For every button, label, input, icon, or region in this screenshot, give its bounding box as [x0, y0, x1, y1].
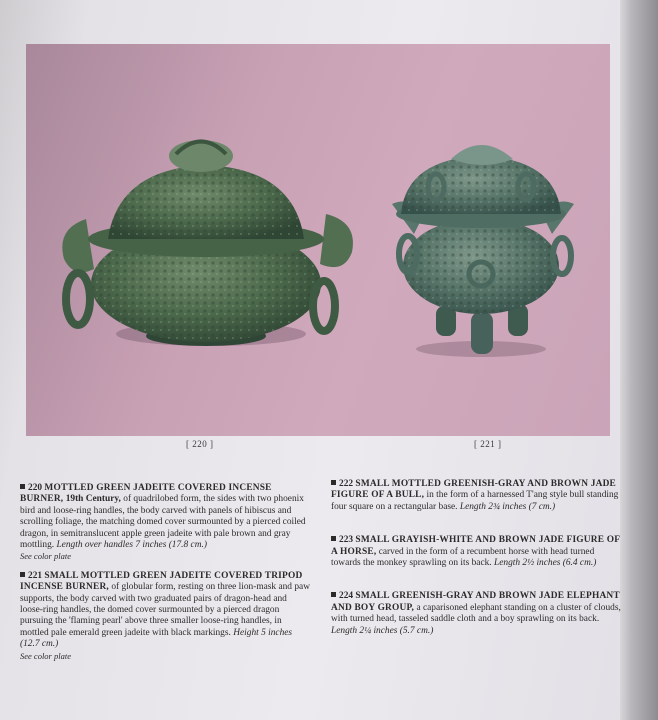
lot-number: 224 — [339, 591, 354, 602]
lot-description: a caparisoned elephant standing on a cluster of clouds, with turned head, tasseled saddle cloth and a boy sprawling on its back. — [331, 602, 621, 625]
bullet-icon — [20, 572, 25, 577]
lot-number: 221 — [28, 570, 43, 581]
lot-period: 19th Century, — [65, 494, 121, 505]
lot-title: SMALL GREENISH-GRAY AND BROWN JADE ELEPHANT AND BOY GROUP, — [331, 591, 620, 613]
lot-number: 223 — [339, 535, 354, 546]
jade-incense-burners-photo — [26, 44, 610, 436]
lot-entry-223 — [331, 535, 621, 569]
incense-burner-221 — [392, 145, 574, 357]
lot-entry-222 — [331, 479, 621, 513]
photo-plate — [26, 44, 610, 436]
lot-description: carved in the form of a recumbent horse with head turned towards the monkey sprawling on its back. — [331, 546, 595, 569]
lot-title: SMALL GRAYISH-WHITE AND BROWN JADE FIGURE OF A HORSE, — [331, 535, 620, 557]
lot-title: SMALL MOTTLED GREEN JADEITE COVERED TRIPOD INCENSE BURNER, — [20, 570, 303, 593]
lot-number: 222 — [339, 479, 354, 489]
bullet-icon — [20, 484, 25, 489]
left-column — [20, 483, 312, 662]
plate-caption-220: [ 220 ] — [186, 439, 214, 449]
lot-dimensions: Length 2¼ inches (5.7 cm.) — [331, 625, 434, 636]
lot-description: of quadrilobed form, the sides with two phoenix bird and loose-ring handles, the body carved with panels of hibiscus and scrolling foliage, the matching domed cover surmounted by a pierced coiled dragon, in semitranslucent apple green jadeite with pale brown and gray mottling. — [20, 494, 306, 551]
lot-description: of globular form, resting on three lion-mask and paw supports, the body carved with two graduated pairs of dragon-head and loose-ring handles, the domed cover surmounted by a pierced dragon pursuing the 'flaming pearl' above three smaller loose-ring handles, in mottled pale emerald green jadeite with black markings. — [20, 582, 310, 638]
lot-number: 220 — [28, 483, 43, 493]
lot-entry-224 — [331, 591, 621, 637]
bullet-icon — [331, 480, 336, 485]
lot-dimensions: Length 2¾ inches (7 cm.) — [459, 501, 556, 512]
lot-dimensions: Height 5 inches (12.7 cm.) — [20, 627, 293, 650]
lot-dimensions: Length over handles 7 inches (17.8 cm.) — [56, 540, 207, 551]
lot-dimensions: Length 2½ inches (6.4 cm.) — [494, 558, 597, 569]
lot-description: in the form of a harnessed T'ang style bull standing four square on a rectangular base. — [331, 490, 619, 512]
book-spine — [620, 0, 658, 720]
lot-entry-221 — [20, 571, 312, 662]
lot-entry-220 — [20, 483, 312, 563]
bullet-icon — [331, 592, 336, 597]
plate-caption-221: [ 221 ] — [474, 439, 502, 449]
lot-note: See color plate — [20, 551, 71, 562]
bullet-icon — [331, 536, 336, 541]
incense-burner-220 — [62, 140, 353, 346]
lot-title: MOTTLED GREEN JADEITE COVERED INCENSE BURNER, — [20, 483, 272, 505]
lot-title: SMALL MOTTLED GREENISH-GRAY AND BROWN JADE FIGURE OF A BULL, — [331, 479, 617, 501]
right-column — [331, 479, 621, 637]
lot-note: See color plate — [20, 650, 71, 661]
